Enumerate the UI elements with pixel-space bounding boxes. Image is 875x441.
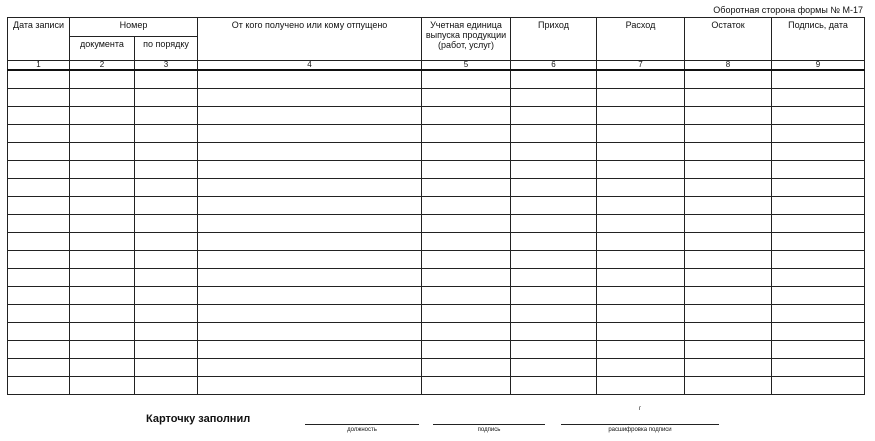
table-cell[interactable] [597, 287, 685, 305]
table-cell[interactable] [511, 107, 597, 125]
table-cell[interactable] [685, 377, 772, 395]
table-row [8, 269, 865, 287]
table-cell[interactable] [8, 125, 70, 143]
table-cell[interactable] [422, 179, 511, 197]
table-cell[interactable] [685, 269, 772, 287]
table-cell[interactable] [422, 233, 511, 251]
table-cell[interactable] [422, 215, 511, 233]
table-cell[interactable] [135, 323, 198, 341]
table-cell[interactable] [422, 359, 511, 377]
column-number-row [8, 61, 865, 71]
table-cell[interactable] [70, 89, 135, 107]
table-cell[interactable] [198, 341, 422, 359]
position-line[interactable] [305, 424, 419, 425]
header-expense: Расход [597, 18, 685, 61]
table-cell[interactable] [422, 197, 511, 215]
header-number: Номер [70, 18, 198, 37]
header-from-to: От кого получено или кому отпущено [198, 18, 422, 61]
column-number: 5 [422, 61, 511, 71]
table-cell[interactable] [70, 305, 135, 323]
table-cell[interactable] [772, 143, 865, 161]
table-cell[interactable] [685, 215, 772, 233]
table-cell[interactable] [70, 287, 135, 305]
table-cell[interactable] [135, 161, 198, 179]
table-row [8, 341, 865, 359]
table-cell[interactable] [511, 323, 597, 341]
table-cell[interactable] [422, 125, 511, 143]
table-cell[interactable] [511, 197, 597, 215]
table-cell[interactable] [422, 89, 511, 107]
table-cell[interactable] [198, 377, 422, 395]
table-cell[interactable] [70, 161, 135, 179]
table-row [8, 197, 865, 215]
table-cell[interactable] [198, 70, 422, 89]
table-row [8, 359, 865, 377]
table-cell[interactable] [511, 70, 597, 89]
decryption-line[interactable] [561, 424, 719, 425]
table-cell[interactable] [135, 359, 198, 377]
table-cell[interactable] [597, 215, 685, 233]
table-cell[interactable] [135, 89, 198, 107]
table-cell[interactable] [597, 269, 685, 287]
table-cell[interactable] [511, 215, 597, 233]
table-row [8, 125, 865, 143]
table-cell[interactable] [8, 89, 70, 107]
header-income: Приход [511, 18, 597, 61]
table-cell[interactable] [70, 323, 135, 341]
table-cell[interactable] [198, 269, 422, 287]
table-cell[interactable] [135, 305, 198, 323]
table-cell[interactable] [8, 197, 70, 215]
table-cell[interactable] [135, 269, 198, 287]
table-cell[interactable] [685, 197, 772, 215]
table-cell[interactable] [772, 125, 865, 143]
table-cell[interactable] [685, 359, 772, 377]
table-cell[interactable] [8, 161, 70, 179]
table-row [8, 143, 865, 161]
table-cell[interactable] [70, 341, 135, 359]
table-cell[interactable] [511, 233, 597, 251]
signature-caption: подпись [477, 427, 501, 433]
table-cell[interactable] [597, 89, 685, 107]
ledger-body [8, 70, 865, 395]
table-cell[interactable] [511, 269, 597, 287]
table-cell[interactable] [597, 305, 685, 323]
table-cell[interactable] [772, 233, 865, 251]
table-cell[interactable] [511, 377, 597, 395]
header-signature-date: Подпись, дата [772, 18, 865, 61]
column-number: 3 [135, 61, 198, 71]
table-cell[interactable] [511, 341, 597, 359]
table-cell[interactable] [198, 107, 422, 125]
table-cell[interactable] [198, 143, 422, 161]
table-cell[interactable] [685, 107, 772, 125]
table-cell[interactable] [198, 161, 422, 179]
header-unit: Учетная единица выпуска продукции (работ, услуг) [422, 18, 511, 61]
table-cell[interactable] [597, 233, 685, 251]
table-cell[interactable] [772, 215, 865, 233]
signature-line[interactable] [433, 424, 545, 425]
table-row [8, 233, 865, 251]
table-cell[interactable] [198, 89, 422, 107]
table-cell[interactable] [685, 89, 772, 107]
table-cell[interactable] [511, 89, 597, 107]
table-cell[interactable] [198, 233, 422, 251]
column-number: 8 [685, 61, 772, 71]
table-cell[interactable] [198, 287, 422, 305]
table-cell[interactable] [597, 179, 685, 197]
table-cell[interactable] [8, 377, 70, 395]
table-cell[interactable] [511, 179, 597, 197]
table-cell[interactable] [135, 251, 198, 269]
table-cell[interactable] [135, 107, 198, 125]
table-cell[interactable] [597, 161, 685, 179]
table-cell[interactable] [198, 197, 422, 215]
table-cell[interactable] [511, 143, 597, 161]
table-cell[interactable] [772, 107, 865, 125]
filled-by-label: Карточку заполнил [146, 413, 251, 425]
table-cell[interactable] [70, 215, 135, 233]
table-cell[interactable] [772, 251, 865, 269]
table-cell[interactable] [422, 377, 511, 395]
table-cell[interactable] [772, 305, 865, 323]
column-number: 9 [772, 61, 865, 71]
table-cell[interactable] [198, 305, 422, 323]
header-order: по порядку [135, 37, 198, 61]
table-cell[interactable] [422, 305, 511, 323]
table-cell[interactable] [135, 197, 198, 215]
column-number: 2 [70, 61, 135, 71]
table-cell[interactable] [70, 377, 135, 395]
table-cell[interactable] [685, 143, 772, 161]
table-cell[interactable] [685, 70, 772, 89]
table-cell[interactable] [772, 359, 865, 377]
table-cell[interactable] [70, 179, 135, 197]
table-cell[interactable] [135, 143, 198, 161]
table-cell[interactable] [511, 125, 597, 143]
header-document: документа [70, 37, 135, 61]
table-row [8, 323, 865, 341]
table-cell[interactable] [198, 251, 422, 269]
table-cell[interactable] [70, 197, 135, 215]
position-caption: должность [347, 427, 377, 433]
decryption-caption: расшифровка подписи [608, 427, 672, 433]
table-cell[interactable] [8, 179, 70, 197]
table-row [8, 305, 865, 323]
table-cell[interactable] [70, 70, 135, 89]
table-cell[interactable] [511, 359, 597, 377]
table-cell[interactable] [135, 179, 198, 197]
table-cell[interactable] [685, 233, 772, 251]
table-cell[interactable] [772, 161, 865, 179]
table-cell[interactable] [685, 179, 772, 197]
table-row [8, 107, 865, 125]
table-cell[interactable] [772, 377, 865, 395]
table-cell[interactable] [685, 323, 772, 341]
table-cell[interactable] [772, 89, 865, 107]
table-cell[interactable] [70, 143, 135, 161]
table-cell[interactable] [511, 161, 597, 179]
table-cell[interactable] [135, 70, 198, 89]
table-cell[interactable] [135, 125, 198, 143]
table-cell[interactable] [772, 70, 865, 89]
table-row [8, 161, 865, 179]
table-row [8, 215, 865, 233]
table-cell[interactable] [772, 179, 865, 197]
table-cell[interactable] [8, 70, 70, 89]
table-cell[interactable] [511, 305, 597, 323]
column-number: 4 [198, 61, 422, 71]
table-cell[interactable] [772, 287, 865, 305]
table-cell[interactable] [422, 251, 511, 269]
table-row [8, 251, 865, 269]
table-cell[interactable] [597, 107, 685, 125]
table-cell[interactable] [198, 215, 422, 233]
table-cell[interactable] [422, 287, 511, 305]
header-date: Дата записи [8, 18, 70, 61]
column-number: 6 [511, 61, 597, 71]
table-cell[interactable] [8, 251, 70, 269]
table-cell[interactable] [422, 341, 511, 359]
table-cell[interactable] [70, 233, 135, 251]
table-cell[interactable] [8, 233, 70, 251]
table-cell[interactable] [8, 305, 70, 323]
column-number: 1 [8, 61, 70, 71]
table-cell[interactable] [8, 287, 70, 305]
table-cell[interactable] [422, 143, 511, 161]
table-cell[interactable] [597, 359, 685, 377]
table-cell[interactable] [685, 287, 772, 305]
table-cell[interactable] [135, 215, 198, 233]
table-cell[interactable] [422, 70, 511, 89]
table-row [8, 70, 865, 89]
table-cell[interactable] [422, 161, 511, 179]
table-cell[interactable] [685, 161, 772, 179]
table-cell[interactable] [8, 143, 70, 161]
header-balance: Остаток [685, 18, 772, 61]
table-cell[interactable] [8, 215, 70, 233]
table-cell[interactable] [70, 269, 135, 287]
table-cell[interactable] [135, 233, 198, 251]
table-cell[interactable] [597, 125, 685, 143]
table-cell[interactable] [135, 287, 198, 305]
table-cell[interactable] [70, 107, 135, 125]
table-cell[interactable] [685, 251, 772, 269]
table-row [8, 377, 865, 395]
table-row [8, 179, 865, 197]
table-cell[interactable] [772, 341, 865, 359]
table-cell[interactable] [198, 125, 422, 143]
table-cell[interactable] [198, 323, 422, 341]
table-cell[interactable] [772, 269, 865, 287]
table-cell[interactable] [8, 107, 70, 125]
table-cell[interactable] [597, 251, 685, 269]
table-cell[interactable] [198, 179, 422, 197]
table-cell[interactable] [422, 269, 511, 287]
table-cell[interactable] [685, 341, 772, 359]
table-cell[interactable] [135, 377, 198, 395]
table-cell[interactable] [597, 377, 685, 395]
table-cell[interactable] [597, 70, 685, 89]
table-cell[interactable] [8, 323, 70, 341]
table-cell[interactable] [511, 251, 597, 269]
table-cell[interactable] [772, 323, 865, 341]
table-cell[interactable] [135, 341, 198, 359]
ledger-table [7, 17, 865, 395]
table-cell[interactable] [8, 341, 70, 359]
table-cell[interactable] [597, 143, 685, 161]
table-cell[interactable] [70, 359, 135, 377]
table-cell[interactable] [70, 125, 135, 143]
table-cell[interactable] [422, 107, 511, 125]
table-cell[interactable] [198, 359, 422, 377]
small-mark: г [639, 406, 642, 412]
table-cell[interactable] [772, 197, 865, 215]
column-number: 7 [597, 61, 685, 71]
table-cell[interactable] [8, 359, 70, 377]
table-cell[interactable] [422, 323, 511, 341]
table-cell[interactable] [70, 251, 135, 269]
table-cell[interactable] [597, 341, 685, 359]
table-cell[interactable] [511, 287, 597, 305]
table-cell[interactable] [685, 305, 772, 323]
table-cell[interactable] [597, 323, 685, 341]
table-cell[interactable] [8, 269, 70, 287]
table-row [8, 287, 865, 305]
table-cell[interactable] [597, 197, 685, 215]
table-cell[interactable] [685, 125, 772, 143]
table-row [8, 89, 865, 107]
form-title: Оборотная сторона формы № М-17 [713, 5, 863, 15]
